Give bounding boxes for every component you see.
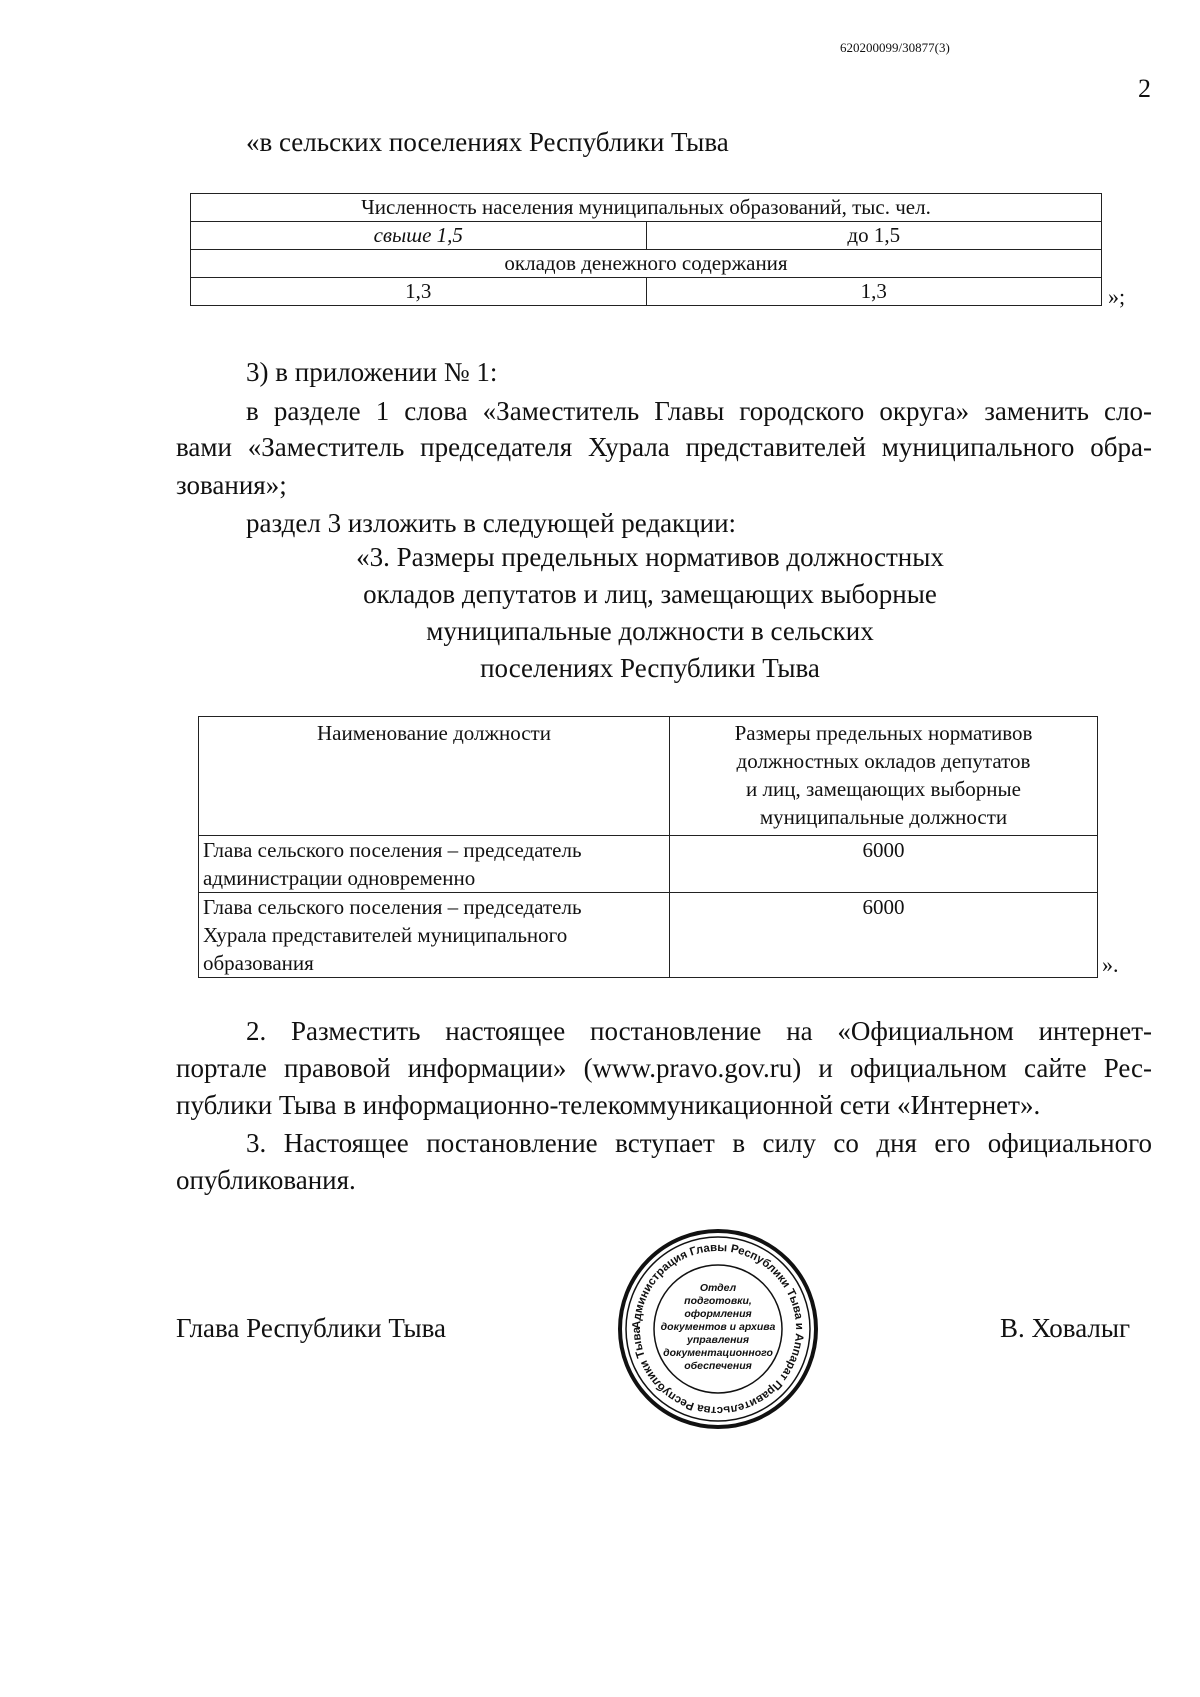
seal-center-line: оформления <box>684 1308 752 1320</box>
para-b: раздел 3 изложить в следующей редакции: <box>246 508 737 538</box>
table2-header-norms-line: муниципальные должности <box>759 805 1008 829</box>
table1-value-under: 1,3 <box>646 278 1102 306</box>
document-number: 620200099/30877(3) <box>840 40 950 55</box>
appendix-item: 3) в приложении № 1: <box>246 357 498 387</box>
table2-header-norms-line: должностных окладов депутатов <box>736 749 1031 773</box>
table-row <box>199 836 1098 893</box>
table2-header-position: Наименование должности <box>199 717 670 836</box>
point2-line1: 2. Разместить настоящее постановление на «Официальном интернет- <box>246 1016 1152 1046</box>
position-line: Глава сельского поселения – председатель <box>203 838 582 862</box>
table2-value-cell: 6000 <box>670 893 1098 978</box>
table2-position-cell <box>199 893 670 978</box>
section-heading-line4: поселениях Республики Тыва <box>480 653 820 683</box>
table1-value-over: 1,3 <box>191 278 647 306</box>
point3-line2: опубликования. <box>176 1165 356 1195</box>
seal-center-line: Отдел <box>699 1282 737 1294</box>
table2-header-norms-line: и лиц, замещающих выборные <box>746 777 1021 801</box>
population-coefficient-table <box>190 193 1102 306</box>
table2-position-cell <box>199 836 670 893</box>
position-line: администрации одновременно <box>203 866 476 890</box>
table2-header-norms-line: Размеры предельных нормативов <box>734 721 1033 745</box>
table2-value-cell: 6000 <box>670 836 1098 893</box>
signature-position: Глава Республики Тыва <box>176 1313 447 1343</box>
signature-name: В. Ховалыг <box>1000 1313 1131 1343</box>
para-a-line3: зования»; <box>176 470 287 500</box>
para-a-line2: вами «Заместитель председателя Хурала представителей муниципального обра- <box>176 432 1152 462</box>
intro-line: «в сельских поселениях Республики Тыва <box>246 127 729 157</box>
point3-line1: 3. Настоящее постановление вступает в силу со дня его официального <box>246 1128 1152 1158</box>
table2-header-norms <box>670 717 1098 836</box>
position-line: Глава сельского поселения – председатель <box>203 895 582 919</box>
table1-title: Численность населения муниципальных образований, тыс. чел. <box>191 194 1102 222</box>
table2-closing-quote: ». <box>1102 952 1119 977</box>
section-heading-line1: «3. Размеры предельных нормативов должностных <box>356 542 944 572</box>
point2-line2: портале правовой информации» (www.pravo.gov.ru) и официальном сайте Рес- <box>176 1053 1152 1083</box>
table1-col-over: свыше 1,5 <box>191 222 647 250</box>
para-a-line1: в разделе 1 слова «Заместитель Главы городского округа» заменить сло- <box>246 396 1152 426</box>
seal-center-line: обеспечения <box>684 1360 752 1372</box>
table1-col-under: до 1,5 <box>646 222 1102 250</box>
official-seal <box>616 1227 820 1431</box>
section-heading-line3: муниципальные должности в сельских <box>426 616 874 646</box>
table-row <box>199 893 1098 978</box>
position-line: Хурала представителей муниципального <box>203 923 568 947</box>
page-number: 2 <box>1138 74 1151 103</box>
seal-ring-text: Администрация Главы Республики Тыва и Аппарат Правительства Республики Тыва <box>630 1241 806 1417</box>
salary-norms-table <box>198 716 1098 978</box>
table1-closing-quote: »; <box>1108 284 1126 309</box>
seal-center-line: подготовки, <box>684 1295 752 1307</box>
position-line: образования <box>203 951 314 975</box>
seal-center-line: управления <box>686 1334 750 1346</box>
section-heading-line2: окладов депутатов и лиц, замещающих выборные <box>363 579 937 609</box>
seal-center-line: документов и архива <box>660 1321 776 1333</box>
point2-line3: публики Тыва в информационно-телекоммуникационной сети «Интернет». <box>176 1090 1041 1120</box>
table1-subtitle: окладов денежного содержания <box>191 250 1102 278</box>
seal-center-line: документационного <box>663 1347 773 1359</box>
